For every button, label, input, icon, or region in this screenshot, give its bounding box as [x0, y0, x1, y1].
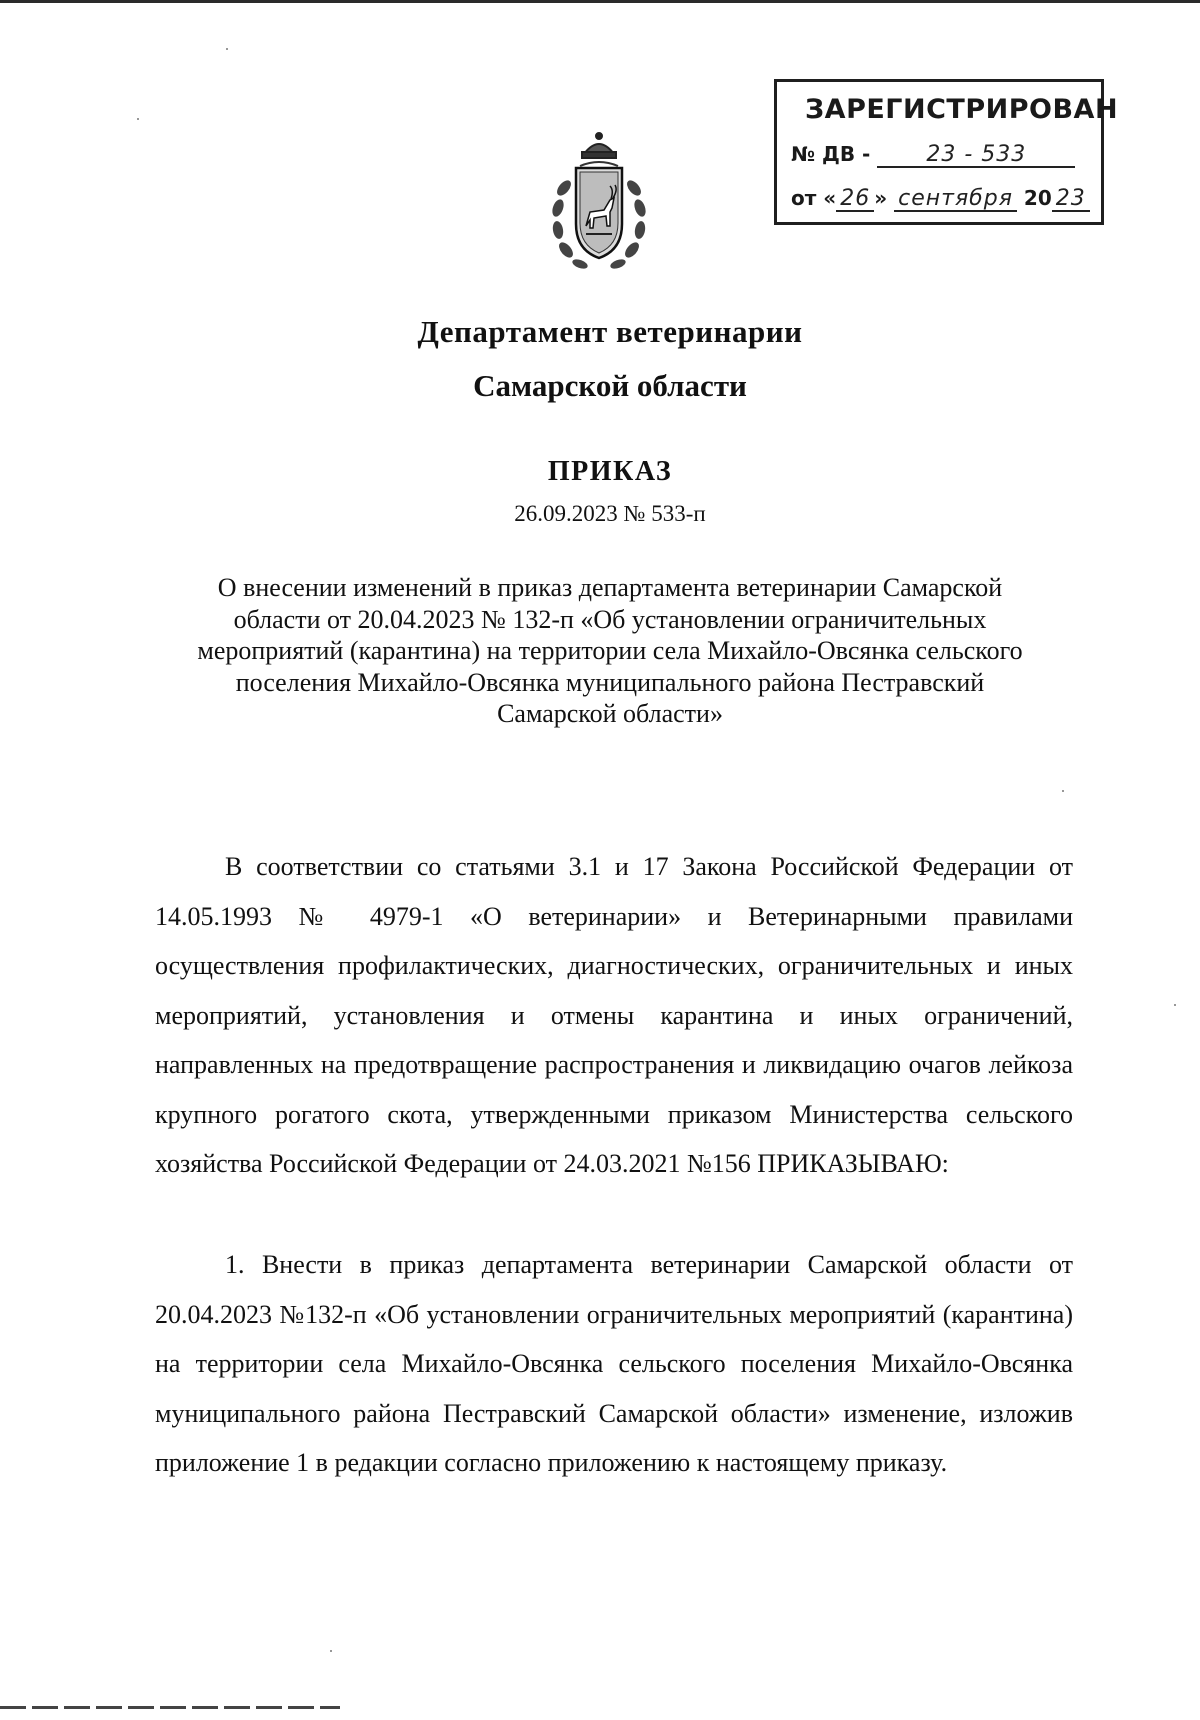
stamp-date-line: [791, 186, 1090, 212]
stamp-number-value: 23 - 533: [926, 142, 1027, 167]
document-type-title: ПРИКАЗ: [547, 456, 673, 487]
order-item-1-paragraph: 1. Внести в приказ департамента ветеринарии Самарской области от 20.04.2023 №132-п «Об установлении ограничительных мероприятий (карантина) на территории села Михайло-Овсянка сельского поселения Михайло-Овсянка муниципального района Пестравский Самарской области» изменение, изложив приложение 1 в редакции согласно приложению к настоящему приказу.: [155, 1250, 1073, 1477]
scan-bottom-edge: [0, 1706, 340, 1709]
stamp-number-line: [791, 142, 1075, 168]
scan-speck: [1174, 1004, 1176, 1006]
stamp-date-day: 26: [836, 188, 874, 212]
scan-speck: [1062, 790, 1064, 792]
stamp-date-prefix: от «: [791, 186, 837, 210]
stamp-date-year-hand: 23: [1052, 188, 1090, 212]
subject-line: мероприятий (карантина) на территории села Михайло-Овсянка сельского: [197, 636, 1023, 665]
document-date-number: 26.09.2023 № 533-п: [514, 501, 706, 526]
registration-stamp: [774, 79, 1119, 225]
scan-speck: [330, 1650, 332, 1652]
subject-line: О внесении изменений в приказ департамента ветеринарии Самарской: [217, 573, 1003, 602]
coat-of-arms-emblem: [540, 128, 658, 276]
stamp-number-field: [877, 144, 1075, 168]
department-name-line1: Департамент ветеринарии: [417, 314, 803, 349]
scan-top-edge: [0, 0, 1200, 3]
stamp-date-quote: »: [874, 186, 888, 210]
subject-line: области от 20.04.2023 № 132-п «Об установлении ограничительных: [233, 604, 987, 634]
scan-speck: [226, 48, 228, 50]
order-subject: [150, 572, 1070, 730]
stamp-date-year-printed: 20: [1023, 186, 1052, 210]
stamp-date-month: сентября: [894, 188, 1017, 212]
subject-line: поселения Михайло-Овсянка муниципального района Пестравский: [235, 667, 985, 697]
stamp-number-label: № ДВ -: [791, 142, 871, 166]
subject-line: Самарской области»: [497, 699, 723, 728]
stamp-title: ЗАРЕГИСТРИРОВАН: [805, 94, 1119, 125]
department-name-line2: Самарской области: [473, 368, 747, 403]
scan-speck: [137, 118, 139, 120]
preamble-paragraph: В соответствии со статьями 3.1 и 17 Закона Российской Федерации от 14.05.1993 № 4979-1 «О ветеринарии» и Ветеринарными правилами осуществления профилактических, диагностических, ограничительных и иных мероприятий, установления и отмены карантина и иных ограничений, направленных на предотвращение распространения и ликвидацию очагов лейкоза крупного рогатого скота, утвержденными приказом Министерства сельского хозяйства Российской Федерации от 24.03.2021 №156 ПРИКАЗЫВАЮ:: [155, 852, 1073, 1178]
